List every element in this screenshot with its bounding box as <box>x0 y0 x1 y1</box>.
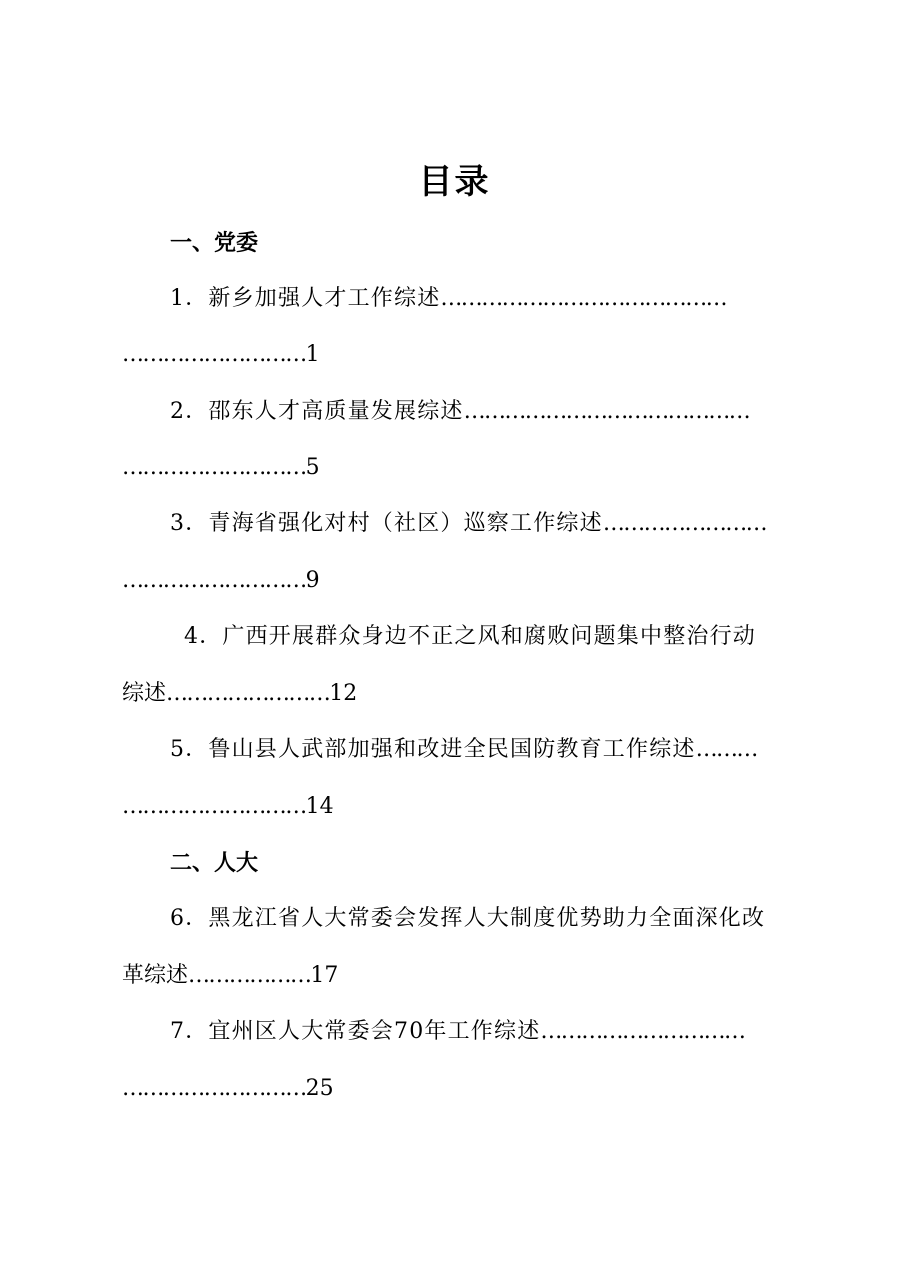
toc-page-number: 5 <box>305 455 320 480</box>
toc-entry-line1 <box>170 397 749 427</box>
toc-entry-title: 6．黑龙江省人大常委会发挥人大制度优势助力全面深化改 <box>170 906 766 931</box>
toc-leader-dots: ……………………… <box>122 568 306 593</box>
document-title: 目录 <box>418 162 491 202</box>
toc-entry-line1 <box>170 284 726 314</box>
toc-entry-title-continued: 综述 <box>122 681 167 706</box>
toc-entry-title: 1．新乡加强人才工作综述 <box>170 286 441 311</box>
toc-entry-title: 2．邵东人才高质量发展综述 <box>170 399 464 424</box>
toc-entry-title: 4．广西开展群众身边不正之风和腐败问题集中整治行动 <box>184 624 756 649</box>
toc-entry-line1 <box>184 622 756 652</box>
section-heading-npc: 二、人大 <box>170 850 259 876</box>
toc-entry-line2 <box>122 566 320 596</box>
toc-entry-line1 <box>170 1017 744 1047</box>
toc-leader-dots: ……………………… <box>122 455 306 480</box>
toc-entry-title: 5．鲁山县人武部加强和改进全民国防教育工作综述 <box>170 737 696 762</box>
toc-entry-line1 <box>170 509 766 539</box>
toc-entry-line2 <box>122 679 357 709</box>
toc-leader-dots: …………………………………… <box>440 286 727 311</box>
toc-entry-line1 <box>170 904 765 934</box>
toc-entry-line2 <box>122 1074 334 1104</box>
toc-page-number: 9 <box>305 568 320 593</box>
toc-leader-dots: ………………………… <box>540 1019 745 1044</box>
toc-entry-line1 <box>170 735 757 765</box>
toc-leader-dots: ……………………… <box>122 342 306 367</box>
toc-leader-dots: ……… <box>695 737 757 762</box>
toc-page-number: 25 <box>305 1076 334 1101</box>
toc-page-number: 12 <box>329 681 358 706</box>
toc-page-number: 1 <box>305 342 320 367</box>
toc-leader-dots: …………………… <box>602 511 767 536</box>
toc-leader-dots: …………………………………… <box>463 399 750 424</box>
toc-entry-title-continued: 革综述 <box>122 963 189 988</box>
toc-entry-line2 <box>122 453 320 483</box>
toc-entry-title: 3．青海省强化对村（社区）巡察工作综述 <box>170 511 603 536</box>
toc-page-number: 14 <box>305 794 334 819</box>
section-heading-party-committee: 一、党委 <box>170 230 259 256</box>
toc-entry-line2 <box>122 340 320 370</box>
toc-page-number: 17 <box>310 963 339 988</box>
toc-leader-dots: …………………… <box>166 681 330 706</box>
toc-entry-line2 <box>122 961 338 991</box>
toc-entry-line2 <box>122 792 334 822</box>
toc-leader-dots: ……………… <box>188 963 311 988</box>
toc-leader-dots: ……………………… <box>122 1076 306 1101</box>
toc-leader-dots: ……………………… <box>122 794 306 819</box>
toc-entry-title: 7．宜州区人大常委会70年工作综述 <box>170 1019 541 1044</box>
